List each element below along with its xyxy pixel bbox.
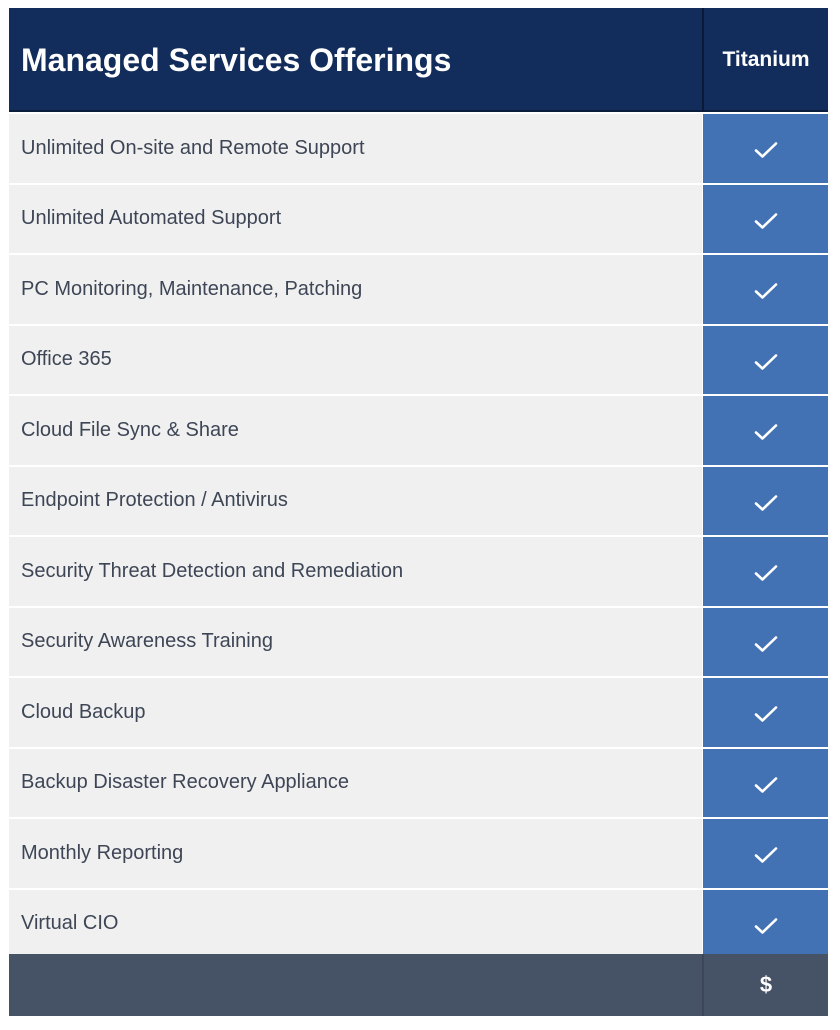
titanium-cell [703, 819, 828, 888]
table-row [9, 608, 828, 679]
table-row [9, 467, 828, 538]
table-row [9, 890, 828, 961]
service-label: Backup Disaster Recovery Appliance [9, 749, 702, 818]
checkmark-icon [753, 916, 779, 936]
titanium-cell [703, 114, 828, 183]
checkmark-icon [753, 563, 779, 583]
titanium-cell [703, 678, 828, 747]
service-label: Security Threat Detection and Remediation [9, 537, 702, 606]
service-label: Unlimited Automated Support [9, 185, 702, 254]
table-row [9, 185, 828, 256]
service-label: Security Awareness Training [9, 608, 702, 677]
titanium-cell [703, 537, 828, 606]
checkmark-icon [753, 634, 779, 654]
service-label: Monthly Reporting [9, 819, 702, 888]
table-footer [9, 954, 828, 1016]
service-label: Virtual CIO [9, 890, 702, 959]
titanium-cell [703, 749, 828, 818]
table-row [9, 819, 828, 890]
service-label: Cloud Backup [9, 678, 702, 747]
table-row [9, 255, 828, 326]
service-label: Endpoint Protection / Antivirus [9, 467, 702, 536]
titanium-cell [703, 467, 828, 536]
service-label: Cloud File Sync & Share [9, 396, 702, 465]
checkmark-icon [753, 775, 779, 795]
column-header-titanium: Titanium [722, 48, 810, 71]
table-row [9, 749, 828, 820]
titanium-cell [703, 326, 828, 395]
titanium-cell [703, 396, 828, 465]
checkmark-icon [753, 422, 779, 442]
service-label: PC Monitoring, Maintenance, Patching [9, 255, 702, 324]
checkmark-icon [753, 493, 779, 513]
titanium-cell [703, 255, 828, 324]
checkmark-icon [753, 281, 779, 301]
titanium-cell [703, 608, 828, 677]
table-body [9, 114, 828, 960]
table-header [9, 8, 828, 112]
checkmark-icon [753, 352, 779, 372]
checkmark-icon [753, 140, 779, 160]
service-label: Unlimited On-site and Remote Support [9, 114, 702, 183]
price-cell: $ [759, 972, 773, 997]
checkmark-icon [753, 845, 779, 865]
titanium-cell [703, 185, 828, 254]
table-row [9, 114, 828, 185]
checkmark-icon [753, 704, 779, 724]
service-label: Office 365 [9, 326, 702, 395]
table-row [9, 678, 828, 749]
table-title: Managed Services Offerings [21, 42, 452, 78]
table-row [9, 326, 828, 397]
table-row [9, 396, 828, 467]
offerings-table [9, 8, 828, 1020]
checkmark-icon [753, 211, 779, 231]
table-row [9, 537, 828, 608]
titanium-cell [703, 890, 828, 959]
